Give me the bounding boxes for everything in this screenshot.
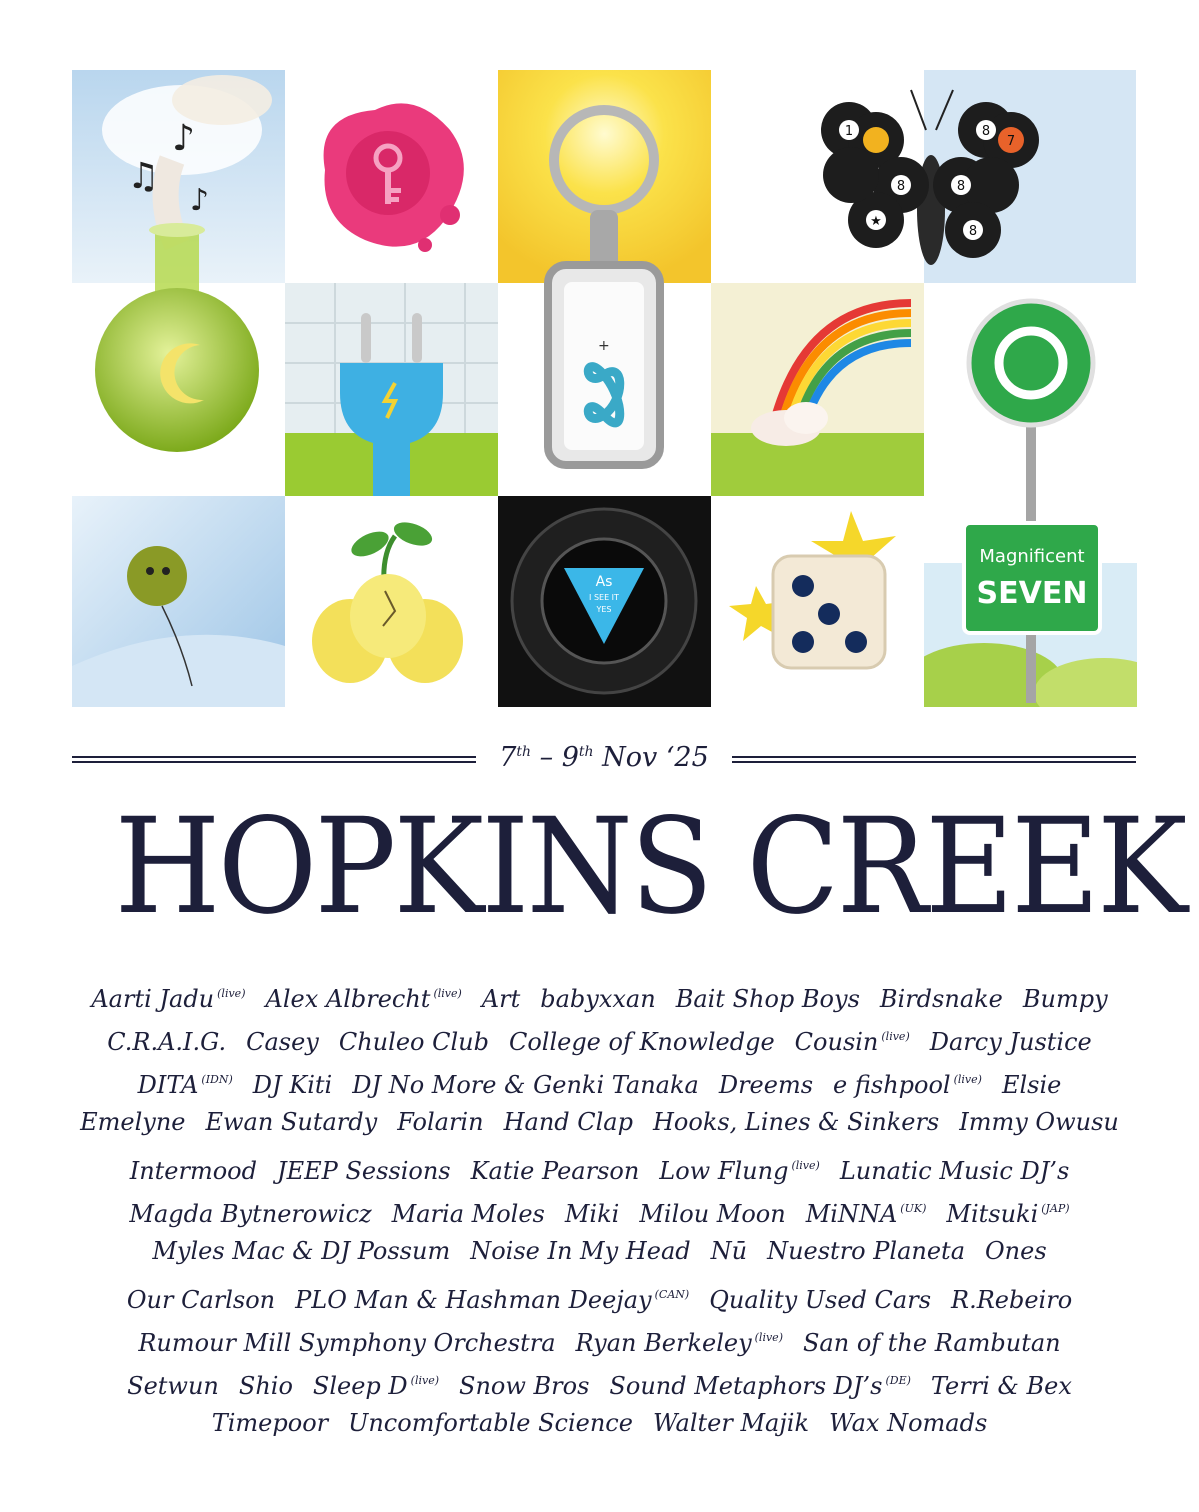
date-row xyxy=(72,742,1136,778)
artist-name: Walter Majik xyxy=(652,1409,810,1437)
sprouting-eggs-icon xyxy=(285,496,498,707)
artist-name: DITA $^{(IDN)}$ xyxy=(137,1071,233,1099)
dice-tile xyxy=(711,496,924,707)
artwork-grid xyxy=(72,70,1136,707)
artist-name: PLO Man & Hashman Deejay $^{(CAN)}$ xyxy=(295,1286,690,1314)
ball-8b: 8 xyxy=(981,124,991,139)
artist-name: Ewan Sutardy xyxy=(205,1108,378,1136)
artist-name: Bumpy xyxy=(1022,985,1108,1013)
artist-name: Ryan Berkeley $^{(live)}$ xyxy=(575,1329,783,1357)
event-date: 7th – 9th Nov ‘25 xyxy=(499,742,709,773)
infinity-keychain-icon xyxy=(498,70,711,496)
artist-name: Nū xyxy=(710,1237,748,1265)
artist-name: Miki xyxy=(564,1200,620,1228)
keychain-tile xyxy=(498,70,711,496)
artist-name: C.R.A.I.G. xyxy=(107,1028,227,1056)
artist-name: Myles Mac & DJ Possum xyxy=(152,1237,451,1265)
artist-name: R.Rebeiro xyxy=(951,1286,1073,1314)
ball-7: 7 xyxy=(1006,134,1016,149)
artist-tag: (live) xyxy=(217,987,246,1000)
sign-line2: SEVEN xyxy=(976,576,1088,611)
artist-name: Aarti Jadu $^{(live)}$ xyxy=(91,985,246,1013)
ball-8c: 8 xyxy=(956,179,966,194)
artist-name: e fishpool $^{(live)}$ xyxy=(833,1071,982,1099)
eight-ball-line3: YES xyxy=(596,605,612,614)
artist-name: Casey xyxy=(246,1028,319,1056)
artist-tag: (IDN) xyxy=(201,1073,233,1086)
lineup-row xyxy=(40,1316,1159,1359)
artist-name: Katie Pearson xyxy=(470,1157,640,1185)
lineup-row xyxy=(40,972,1159,1015)
artist-name: Hooks, Lines & Sinkers xyxy=(652,1108,940,1136)
lineup-row xyxy=(40,1015,1159,1058)
artist-name: Uncomfortable Science xyxy=(348,1409,633,1437)
svg-text:♫: ♫ xyxy=(127,156,160,197)
artist-name: Immy Owusu xyxy=(959,1108,1119,1136)
magic-8-ball-tile xyxy=(498,496,711,707)
artist-name: DJ No More & Genki Tanaka xyxy=(352,1071,699,1099)
artist-name: Folarin xyxy=(397,1108,484,1136)
dice-icon xyxy=(711,496,924,707)
artist-tag: (live) xyxy=(953,1073,982,1086)
artist-tag: (live) xyxy=(791,1159,820,1172)
pool-ball-butterfly-icon xyxy=(711,70,1136,283)
artist-tag: (JAP) xyxy=(1041,1202,1070,1215)
lineup-row xyxy=(40,1187,1159,1230)
lineup-row xyxy=(40,1144,1159,1187)
artist-name: Nuestro Planeta xyxy=(767,1237,965,1265)
artist-name: Cousin $^{(live)}$ xyxy=(794,1028,910,1056)
rainbow-icon xyxy=(711,283,924,496)
artist-tag: (live) xyxy=(754,1331,783,1344)
svg-text:♪: ♪ xyxy=(190,183,210,218)
magnificent-seven-sign-icon xyxy=(924,283,1137,707)
artist-name: Emelyne xyxy=(80,1108,186,1136)
artist-name: Darcy Justice xyxy=(929,1028,1092,1056)
artist-name: College of Knowledge xyxy=(508,1028,775,1056)
lineup-row xyxy=(40,1230,1159,1273)
lineup-row xyxy=(40,1101,1159,1144)
artist-name: Mitsuki $^{(JAP)}$ xyxy=(946,1200,1070,1228)
sprouting-eggs-tile xyxy=(285,496,498,707)
artist-name: Timepoor xyxy=(211,1409,329,1437)
artist-tag: (CAN) xyxy=(654,1288,690,1301)
artist-name: Milou Moon xyxy=(639,1200,786,1228)
music-flask-tile xyxy=(72,70,285,496)
artist-name: Alex Albrecht $^{(live)}$ xyxy=(265,985,462,1013)
artist-name: Maria Moles xyxy=(391,1200,545,1228)
artist-name: Bait Shop Boys xyxy=(675,985,860,1013)
eight-ball-line2: I SEE IT xyxy=(589,593,619,602)
artist-tag: (live) xyxy=(433,987,462,1000)
artist-name: Intermood xyxy=(129,1157,257,1185)
ball-1: 1 xyxy=(844,124,854,139)
artist-name: Elsie xyxy=(1001,1071,1062,1099)
artist-name: Wax Nomads xyxy=(829,1409,988,1437)
flask-icon xyxy=(72,70,285,496)
artist-name: Our Carlson xyxy=(126,1286,276,1314)
artist-name: Shio xyxy=(238,1372,293,1400)
artist-tag: (live) xyxy=(881,1030,910,1043)
balloon-creature-icon xyxy=(72,496,285,707)
sign-line1: Magnificent xyxy=(979,546,1085,567)
artist-name: San of the Rambutan xyxy=(802,1329,1061,1357)
artist-name: Chuleo Club xyxy=(338,1028,489,1056)
artist-tag: (DE) xyxy=(885,1374,911,1387)
artist-lineup xyxy=(40,972,1159,1445)
lineup-row xyxy=(40,1058,1159,1101)
ball-star: ★ xyxy=(870,214,882,229)
artist-name: Sound Metaphors DJ’s $^{(DE)}$ xyxy=(609,1372,911,1400)
artist-name: babyxxan xyxy=(540,985,656,1013)
lineup-row xyxy=(40,1273,1159,1316)
artist-name: DJ Kiti xyxy=(252,1071,333,1099)
artist-name: Dreems xyxy=(718,1071,814,1099)
artist-name: Setwun xyxy=(127,1372,219,1400)
plug-icon xyxy=(285,283,498,496)
eight-ball-line1: As xyxy=(595,574,613,590)
artist-name: Sleep D $^{(live)}$ xyxy=(312,1372,440,1400)
svg-text:♪: ♪ xyxy=(172,118,195,159)
balloon-creature-tile xyxy=(72,496,285,707)
artist-name: Rumour Mill Symphony Orchestra xyxy=(138,1329,556,1357)
event-title: HOPKINS CREEK xyxy=(114,790,1185,944)
road-sign-tile xyxy=(924,283,1137,707)
artist-name: JEEP Sessions xyxy=(277,1157,451,1185)
plug-tile xyxy=(285,283,498,496)
artist-name: Noise In My Head xyxy=(470,1237,691,1265)
wax-seal-tile xyxy=(285,70,498,283)
artist-name: Snow Bros xyxy=(459,1372,590,1400)
svg-text:+: + xyxy=(598,338,610,354)
lineup-row xyxy=(40,1359,1159,1402)
artist-name: Art xyxy=(481,985,521,1013)
artist-name: Ones xyxy=(985,1237,1047,1265)
ball-8d: 8 xyxy=(968,224,978,239)
artist-name: Terri & Bex xyxy=(930,1372,1072,1400)
artist-tag: (live) xyxy=(410,1374,440,1387)
artist-name: Quality Used Cars xyxy=(709,1286,932,1314)
artist-name: Low Flung $^{(live)}$ xyxy=(659,1157,820,1185)
artist-name: Lunatic Music DJ’s xyxy=(839,1157,1070,1185)
rainbow-tile xyxy=(711,283,924,496)
artist-name: MiNNA $^{(UK)}$ xyxy=(805,1200,927,1228)
artist-name: Hand Clap xyxy=(503,1108,633,1136)
artist-tag: (UK) xyxy=(900,1202,927,1215)
ball-8a: 8 xyxy=(896,179,906,194)
artist-name: Birdsnake xyxy=(879,985,1003,1013)
wax-seal-icon xyxy=(285,70,498,283)
pool-ball-butterfly-tile xyxy=(711,70,1136,283)
magic-8-ball-icon xyxy=(498,496,711,707)
lineup-row xyxy=(40,1402,1159,1445)
artist-name: Magda Bytnerowicz xyxy=(129,1200,372,1228)
